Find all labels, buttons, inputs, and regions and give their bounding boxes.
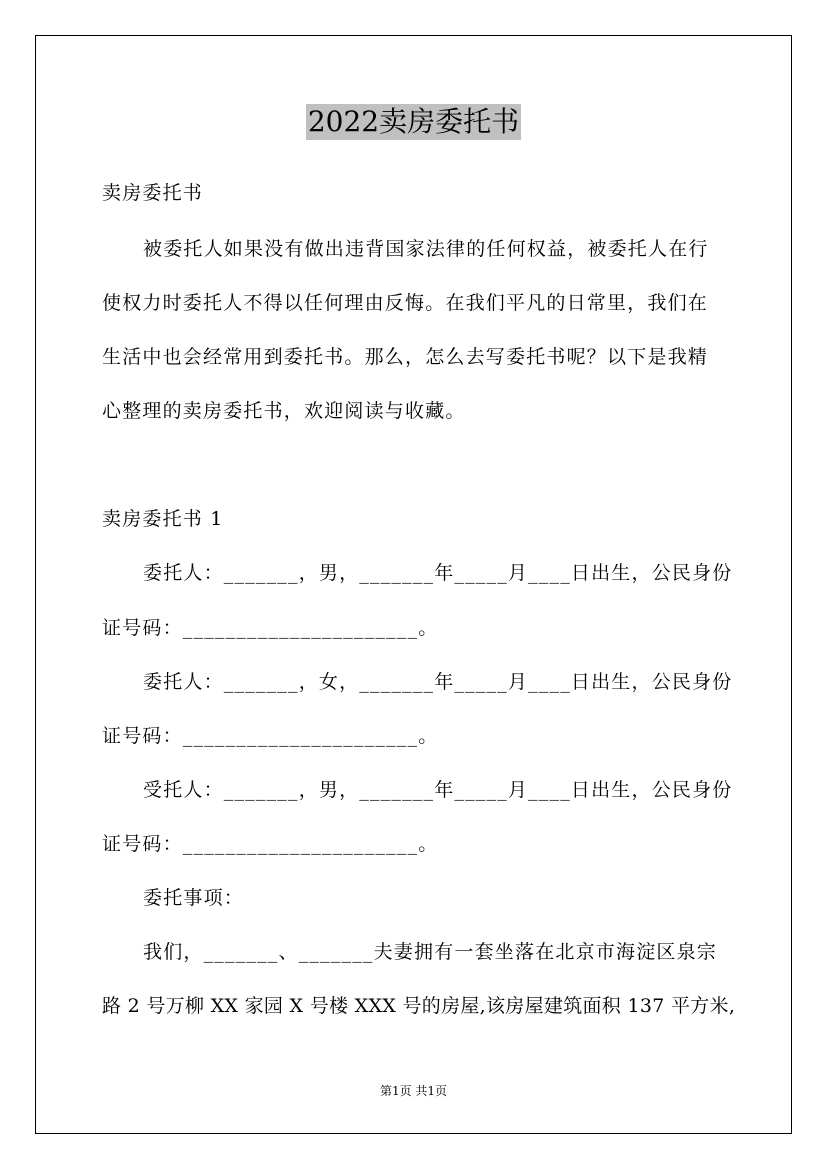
paragraph-line: 心整理的卖房委托书，欢迎阅读与收藏。 [102,400,466,422]
paragraph-line: 委托人：_______，男，_______年_____月____日出生，公民身份 [143,562,733,584]
page-footer: 第1页 共1页 [379,1084,448,1098]
document-title: 2022卖房委托书 [307,105,520,138]
paragraph-line: 路 2 号万柳 XX 家园 X 号楼 XXX 号的房屋,该房屋建筑面积 137 平方米, [102,995,736,1017]
title-container [0,104,827,140]
paragraph-line: 我们，_______、_______夫妻拥有一套坐落在北京市海淀区泉宗 [143,941,718,963]
paragraph-line: 委托人：_______，女，_______年_____月____日出生，公民身份 [143,671,733,693]
paragraph-line: 被委托人如果没有做出违背国家法律的任何权益，被委托人在行 [143,238,709,260]
section-heading: 卖房委托书 1 [102,508,224,530]
paragraph-line: 证号码：______________________。 [102,725,439,747]
section-heading: 卖房委托书 [102,182,204,204]
paragraph-line: 委托事项： [143,887,245,909]
paragraph-line: 证号码：______________________。 [102,833,439,855]
paragraph-line: 证号码：______________________。 [102,617,439,639]
paragraph-line: 使权力时委托人不得以任何理由反悔。在我们平凡的日常里，我们在 [102,292,709,314]
paragraph-line: 受托人：_______，男，_______年_____月____日出生，公民身份 [143,779,733,801]
paragraph-line: 生活中也会经常用到委托书。那么，怎么去写委托书呢？以下是我精 [102,346,709,368]
